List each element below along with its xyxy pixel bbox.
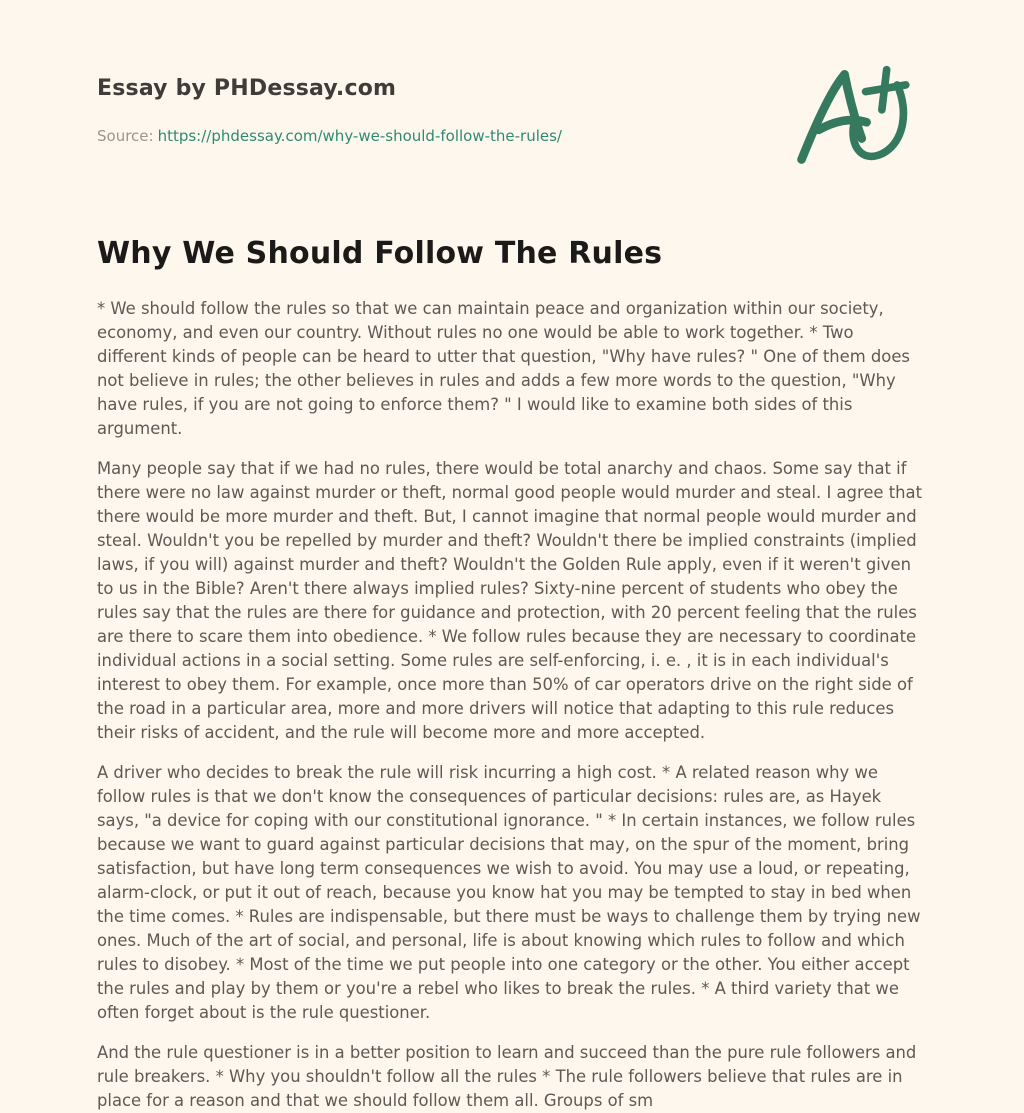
source-url-link[interactable]: https://phdessay.com/why-we-should-follow-the-rules/ [157,127,562,145]
header-text-block [97,76,789,145]
essay-paragraph: And the rule questioner is in a better position to learn and succeed than the pure rule followers and rule breakers. * Why you shouldn't follow all the rules * The rule followers believe that rules are in place for a reason and that we should follow them all. Groups of sm [97,1043,917,1110]
source-line [97,127,789,145]
essay-title: Why We Should Follow The Rules [97,236,663,271]
essay-paragraph: A driver who decides to break the rule will risk incurring a high cost. * A related reason why we follow rules is that we don't know the consequences of particular decisions: rules are, as Hayek says, "a device for coping with our constitutional ignorance. " * In certain instances, we follow rules because we want to guard against particular decisions that may, on the spur of the moment, bring satisfaction, but have long term consequences we wish to avoid. You may use a loud, or repeating, alarm-clock, or put it out of reach, because you know hat you may be tempted to stay in bed when the time comes. * Rules are indispensable, but there must be ways to challenge them by trying new ones. Much of the art of social, and personal, life is about knowing which rules to follow and which rules to disobey. * Most of the time we put people into one category or the other. You either accept the rules and play by them or you're a rebel who likes to break the rules. * A third variety that we often forget about is the rule questioner. [97,763,921,1022]
site-title: Essay by PHDessay.com [97,76,397,101]
page-header [97,76,927,172]
essay-body [97,297,927,1113]
aplus-logo-icon [789,62,925,172]
essay-paragraph: Many people say that if we had no rules, there would be total anarchy and chaos. Some say that if there were no law against murder or theft, normal good people would murder and steal. I agree that there would be more murder and theft. But, I cannot imagine that normal people would murder and steal. Wouldn't you be repelled by murder and theft? Wouldn't there be implied constraints (implied laws, if you will) against murder and theft? Wouldn't the Golden Rule apply, even if it weren't given to us in the Bible? Aren't there always implied rules? Sixty-nine percent of students who obey the rules say that the rules are there for guidance and protection, with 20 percent feeling that the rules are there to scare them into obedience. * We follow rules because they are necessary to coordinate individual actions in a social setting. Some rules are self-enforcing, i. e. , it is in each individual's interest to obey them. For example, once more than 50% of car operators drive on the right side of the road in a particular area, more and more drivers will notice that adapting to this rule reduces their risks of accident, and the rule will become more and more accepted. [97,459,922,742]
source-label: Source: [97,127,154,145]
essay-paragraph: * We should follow the rules so that we can maintain peace and organization within our society, economy, and even our country. Without rules no one would be able to work together. * Two different kinds of people can be heard to utter that question, "Why have rules? " One of them does not believe in rules; the other believes in rules and adds a few more words to the question, "Why have rules, if you are not going to enforce them? " I would like to examine both sides of this argument. [97,299,910,438]
